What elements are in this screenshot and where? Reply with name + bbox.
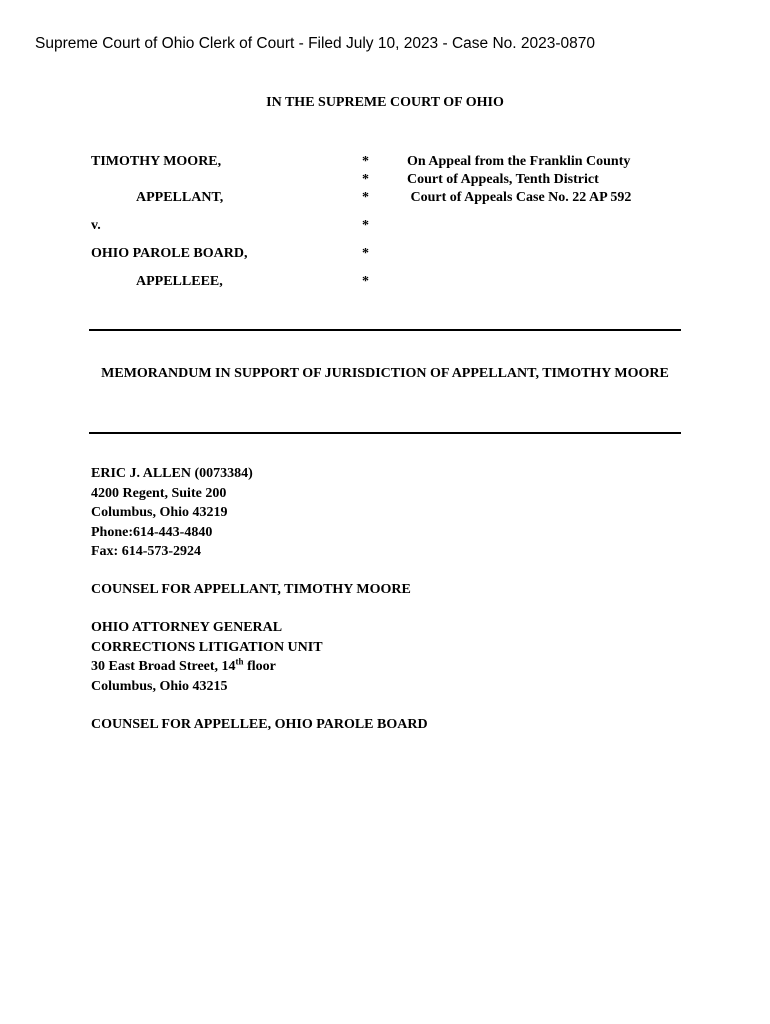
appeal-info-line: On Appeal from the Franklin County — [407, 154, 631, 169]
appellee-counsel-office: OHIO ATTORNEY GENERAL — [91, 620, 283, 635]
appeal-info-line: Court of Appeals Case No. 22 AP 592 — [407, 190, 632, 205]
caption-separator: * — [362, 274, 369, 289]
appellee-counsel-label: COUNSEL FOR APPELLEE, OHIO PAROLE BOARD — [91, 717, 428, 732]
counsel-name: ERIC J. ALLEN (0073384) — [91, 466, 253, 481]
appellee-counsel-block — [91, 618, 323, 696]
caption-separator: * — [362, 172, 369, 187]
appellee-counsel-street: 30 East Broad Street, 14th floor — [91, 656, 276, 674]
counsel-phone: Phone:614-443-4840 — [91, 524, 213, 540]
counsel-city: Columbus, Ohio 43219 — [91, 505, 228, 520]
appellant-counsel-block — [91, 464, 253, 562]
versus: v. — [91, 218, 101, 233]
appeal-info-line: Court of Appeals, Tenth District — [407, 172, 599, 187]
appellant-counsel-label: COUNSEL FOR APPELLANT, TIMOTHY MOORE — [91, 582, 411, 597]
memorandum-title: MEMORANDUM IN SUPPORT OF JURISDICTION OF APPELLANT, TIMOTHY MOORE — [101, 366, 669, 381]
appellee-counsel-city: Columbus, Ohio 43215 — [91, 678, 228, 694]
caption-separator: * — [362, 218, 369, 233]
filing-stamp: Supreme Court of Ohio Clerk of Court - Filed July 10, 2023 - Case No. 2023-0870 — [35, 35, 595, 52]
appellee-counsel-unit: CORRECTIONS LITIGATION UNIT — [91, 639, 323, 655]
court-title: IN THE SUPREME COURT OF OHIO — [266, 95, 504, 110]
appellee-name: OHIO PAROLE BOARD, — [91, 246, 248, 261]
divider-bottom — [89, 432, 681, 434]
appellant-name: TIMOTHY MOORE, — [91, 154, 222, 169]
appellant-role: APPELLANT, — [136, 190, 224, 205]
appellee-role: APPELLEEE, — [136, 274, 223, 289]
counsel-address: 4200 Regent, Suite 200 — [91, 485, 227, 501]
caption-separator: * — [362, 190, 369, 205]
counsel-fax: Fax: 614-573-2924 — [91, 544, 202, 559]
caption-separator: * — [362, 246, 369, 261]
divider-top — [89, 329, 681, 331]
caption-separator: * — [362, 154, 369, 169]
